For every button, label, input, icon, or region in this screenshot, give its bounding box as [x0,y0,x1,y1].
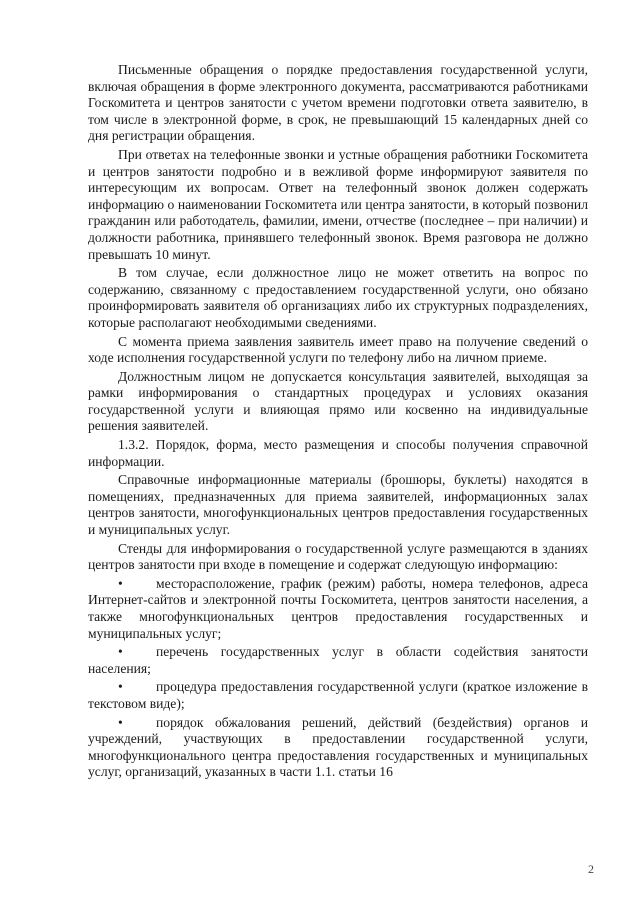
list-item-text: перечень государственных услуг в области содействия занятости населения; [88,644,588,676]
list-item-text: месторасположение, график (режим) работы, номера телефонов, адреса Интернет-сайтов и электронной почты Госкомитета, центров занятости населения, а также многофункциональных центров предоставления государственных и муниципальных услуг; [88,575,588,641]
list-item-text: процедура предоставления государственной услуги (краткое изложение в текстовом виде); [88,679,588,711]
page-number: 2 [588,862,594,876]
list-item-text: порядок обжалования решений, действий (бездействия) органов и учреждений, участвующих в предоставлении государственной услуги, многофункционального центра предоставления государственных и муниципальных услуг, организаций, указанных в части 1.1. статьи 16 [88,714,588,780]
list-item [88,644,588,677]
bullet-marker: • [118,714,123,730]
paragraph-official-cannot-answer: В том случае, если должностное лицо не может ответить на вопрос по содержанию, связанному с предоставлением государственной услуги, оно обязано проинформировать заявителя об организациях либо их структурных подразделениях, которые располагают необходимыми сведениями. [88,265,588,330]
paragraph-reference-materials: Справочные информационные материалы (брошюры, буклеты) находятся в помещениях, предназначенных для приема заявителей, информационных залах центров занятости, многофункциональных центров предоставления государственных и муниципальных услуг. [88,472,588,538]
paragraph-consultation-limits: Должностным лицом не допускается консультация заявителей, выходящая за рамки информирования о стандартных процедурах и условиях оказания государственной услуги и влияющая прямо или косвенно на индивидуальные решения заявителей. [88,368,588,434]
bullet-marker: • [118,679,123,695]
bullet-marker: • [118,575,123,591]
list-item [88,576,588,642]
list-item [88,679,588,712]
paragraph-status-info: С момента приема заявления заявитель имеет право на получение сведений о ходе исполнения государственной услуги по телефону либо на личном приеме. [88,333,588,366]
paragraph-written-requests: Письменные обращения о порядке предоставления государственной услуги, включая обращения в форме электронного документа, рассматриваются работниками Госкомитета и центров занятости с учетом времени подготовки ответа заявителю, в том числе в электронной форме, в срок, не превышающий 15 календарных дней со дня регистрации обращения. [88,62,588,144]
bullet-marker: • [118,644,123,660]
paragraph-phone-calls: При ответах на телефонные звонки и устные обращения работники Госкомитета и центров занятости подробно и в вежливой форме информируют заявителя по интересующим их вопросам. Ответ на телефонный звонок должен содержать информацию о наименовании Госкомитета или центра занятости, в который позвонил гражданин или работодатель, фамилии, имени, отчестве (последнее – при наличии) и должности работника, принявшего телефонный звонок. Время разговора не должно превышать 10 минут. [88,146,588,262]
section-heading-1-3-2: 1.3.2. Порядок, форма, место размещения и способы получения справочной информации. [88,437,588,469]
paragraph-information-stands: Стенды для информирования о государственной услуге размещаются в зданиях центров занятости при входе в помещение и содержат следующую информацию: [88,540,588,573]
list-item [88,715,588,781]
